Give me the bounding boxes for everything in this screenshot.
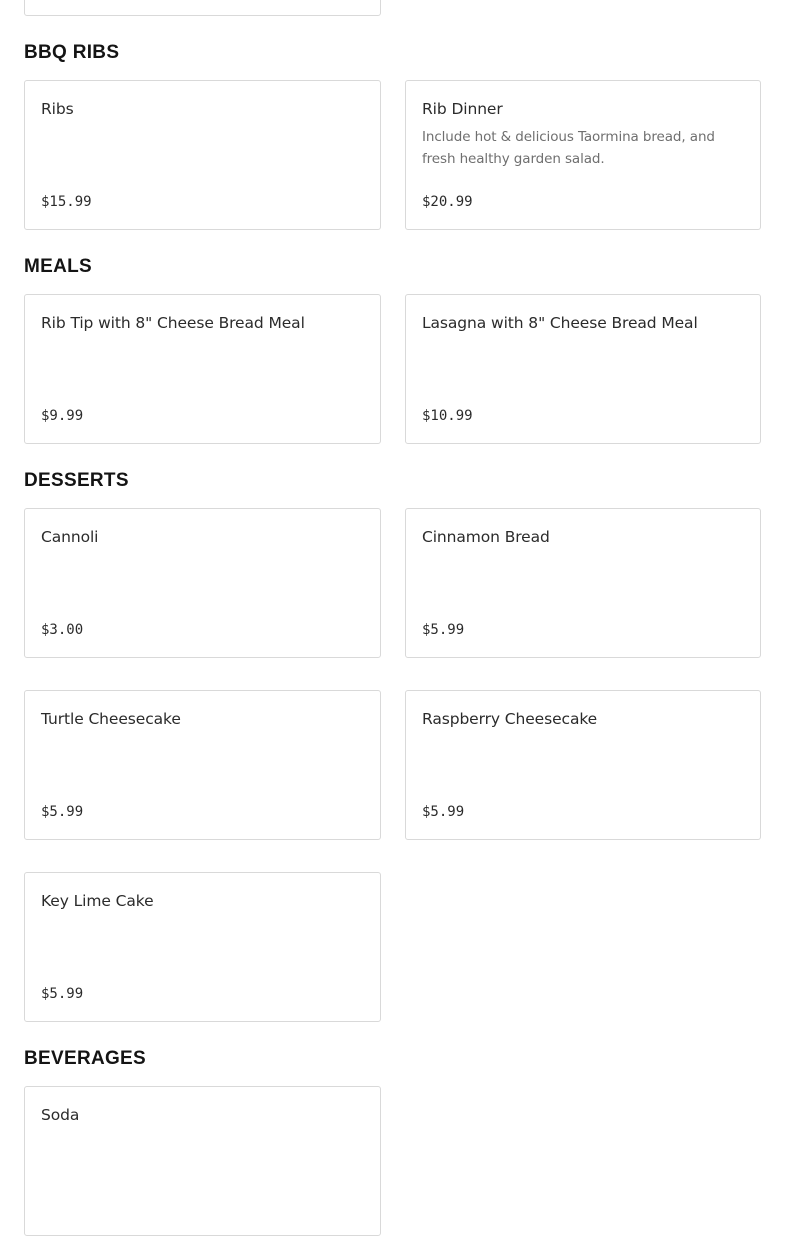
section-title-bbq-ribs: BBQ RIBS	[24, 42, 120, 63]
menu-item-price: $3.00	[41, 622, 84, 638]
menu-item-card[interactable]	[24, 872, 381, 1022]
menu-item-price: $15.99	[41, 194, 92, 210]
section-title-desserts: DESSERTS	[24, 470, 129, 491]
menu-item-name: Cannoli	[41, 528, 99, 546]
menu-item-price: $5.99	[422, 622, 465, 638]
menu-item-name: Key Lime Cake	[41, 892, 154, 910]
menu-item-name: Turtle Cheesecake	[41, 710, 181, 728]
menu-item-price: $20.99	[422, 194, 473, 210]
menu-item-price: $5.99	[41, 986, 84, 1002]
menu-item-card[interactable]	[24, 690, 381, 840]
menu-item-card[interactable]	[24, 294, 381, 444]
menu-item-description: Include hot & delicious Taormina bread, and fresh healthy garden salad.	[422, 129, 715, 167]
menu-item-price: $5.99	[422, 804, 465, 820]
menu-item-card[interactable]	[405, 80, 761, 230]
menu-item-card[interactable]	[24, 508, 381, 658]
menu-item-name: Rib Dinner	[422, 100, 503, 118]
menu-item-card[interactable]	[405, 294, 761, 444]
menu-item-card[interactable]	[405, 508, 761, 658]
section-title-beverages: BEVERAGES	[24, 1048, 147, 1069]
menu-item-price: $9.99	[41, 408, 84, 424]
menu-item-name: Lasagna with 8" Cheese Bread Meal	[422, 314, 698, 332]
menu-grid-bbq-ribs	[24, 80, 761, 230]
menu-grid-beverages	[24, 1086, 761, 1236]
menu-item-card-partial[interactable]	[24, 0, 381, 16]
menu-grid-meals	[24, 294, 761, 444]
menu-item-name: Cinnamon Bread	[422, 528, 550, 546]
menu-item-card[interactable]	[24, 1086, 381, 1236]
menu-item-card[interactable]	[405, 690, 761, 840]
menu-item-name: Raspberry Cheesecake	[422, 710, 598, 728]
menu-grid-desserts	[24, 508, 761, 1022]
menu-item-price: $10.99	[422, 408, 473, 424]
menu-item-name: Soda	[41, 1106, 80, 1124]
menu-item-name: Ribs	[41, 100, 74, 118]
menu-item-price: $5.99	[41, 804, 84, 820]
section-title-meals: MEALS	[24, 256, 92, 277]
menu-item-name: Rib Tip with 8" Cheese Bread Meal	[41, 314, 305, 332]
menu-item-card[interactable]	[24, 80, 381, 230]
